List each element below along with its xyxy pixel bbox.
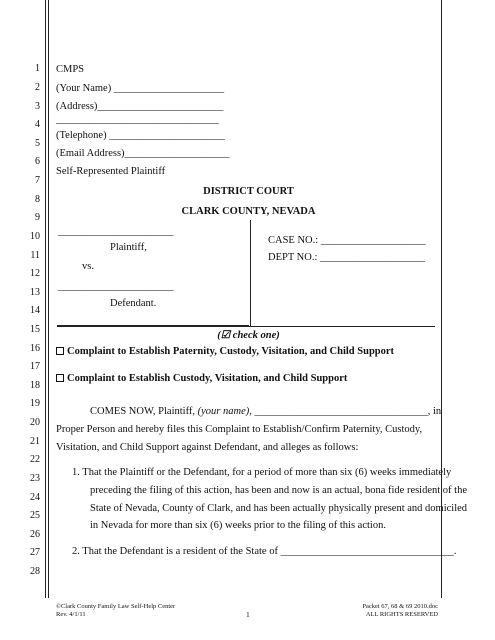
body-line-3: Visitation, and Child Support against Defendant, and alleges as follows: xyxy=(56,442,359,453)
left-margin-rule xyxy=(45,0,46,598)
left-margin-rule-inner xyxy=(48,0,49,598)
court-name: DISTRICT COURT xyxy=(203,186,294,197)
line-number: 1 xyxy=(35,63,40,74)
line-number: 12 xyxy=(30,268,40,279)
line-number: 6 xyxy=(35,156,40,167)
plaintiff-label: Plaintiff, xyxy=(110,242,147,253)
your-name-field[interactable]: (Your Name) _____________________ xyxy=(56,83,225,94)
check-one-instruction: (☑ check one) xyxy=(217,330,280,341)
address-line-2-field[interactable]: _______________________________ xyxy=(56,114,219,125)
telephone-field[interactable]: (Telephone) ______________________ xyxy=(56,130,225,141)
line-number: 24 xyxy=(30,492,40,503)
line-number: 17 xyxy=(30,361,40,372)
line-number: 11 xyxy=(30,250,40,261)
line-number: 21 xyxy=(30,436,40,447)
self-represented-label: Self-Represented Plaintiff xyxy=(56,166,166,177)
line-number: 4 xyxy=(35,119,40,130)
option-custody[interactable] xyxy=(56,373,347,385)
line-number: 15 xyxy=(30,324,40,335)
line-number: 20 xyxy=(30,417,40,428)
line-number: 14 xyxy=(30,305,40,316)
option-paternity[interactable] xyxy=(56,346,394,358)
footer-revision: Rev. 4/1/11 xyxy=(56,611,86,618)
line-number: 2 xyxy=(35,82,40,93)
comes-now-text: COMES NOW, Plaintiff, xyxy=(90,406,198,417)
line-number: 5 xyxy=(35,138,40,149)
line-number: 3 xyxy=(35,101,40,112)
caption-divider xyxy=(250,220,251,326)
dept-number-field[interactable]: DEPT NO.: ____________________ xyxy=(268,252,426,263)
line-number: 23 xyxy=(30,473,40,484)
footer-copyright: ©Clark County Family Law Self-Help Center xyxy=(56,603,176,610)
line-number: 26 xyxy=(30,529,40,540)
checkbox-icon[interactable] xyxy=(56,374,64,382)
line-number: 28 xyxy=(30,566,40,577)
line-number: 10 xyxy=(30,231,40,242)
line-number: 9 xyxy=(35,212,40,223)
address-field[interactable]: (Address)________________________ xyxy=(56,101,224,112)
line-number: 7 xyxy=(35,175,40,186)
option-label: Complaint to Establish Custody, Visitation, and Child Support xyxy=(67,373,348,384)
footer-packet: Packet 67, 68 & 69 2010.doc xyxy=(362,603,438,610)
body-line-2: Proper Person and hereby files this Complaint to Establish/Confirm Paternity, Custody, xyxy=(56,424,423,435)
checkbox-icon[interactable] xyxy=(56,347,64,355)
paragraph-1-line-3: State of Nevada, County of Clark, and has been actually physically present and domiciled xyxy=(90,503,468,514)
paragraph-1-line-1: 1. That the Plaintiff or the Defendant, for a period of more than six (6) weeks immediately xyxy=(72,467,452,478)
plaintiff-name-line[interactable]: ______________________ xyxy=(58,226,174,237)
defendant-name-line[interactable]: ______________________ xyxy=(58,281,174,292)
line-number: 19 xyxy=(30,398,40,409)
form-code: CMPS xyxy=(56,64,85,75)
line-number: 8 xyxy=(35,194,40,205)
line-number: 22 xyxy=(30,454,40,465)
line-number: 25 xyxy=(30,510,40,521)
email-field[interactable]: (Email Address)____________________ xyxy=(56,148,230,159)
line-number: 27 xyxy=(30,547,40,558)
option-label: Complaint to Establish Paternity, Custody, Visitation, and Child Support xyxy=(67,346,395,357)
options-top-rule xyxy=(57,326,435,327)
page-number: 1 xyxy=(246,610,250,619)
line-number: 13 xyxy=(30,287,40,298)
paragraph-1-line-2: preceding the filing of this action, has been and now is an actual, bona fide resident of the xyxy=(90,485,468,496)
paragraph-1-line-4: in Nevada for more than six (6) weeks prior to the filing of this action. xyxy=(90,520,386,531)
paragraph-2[interactable]: 2. That the Defendant is a resident of the State of _________________________________. xyxy=(72,546,457,557)
line-number: 16 xyxy=(30,343,40,354)
versus-label: vs. xyxy=(82,261,94,272)
comes-now-blank[interactable]: , _________________________________, in xyxy=(249,406,442,417)
your-name-hint: (your name) xyxy=(197,406,250,417)
defendant-label: Defendant. xyxy=(110,298,157,309)
footer-rights: ALL RIGHTS RESERVED xyxy=(365,611,438,618)
comes-now-line xyxy=(90,406,441,418)
line-number: 18 xyxy=(30,380,40,391)
case-number-field[interactable]: CASE NO.: ____________________ xyxy=(268,235,426,246)
court-county: CLARK COUNTY, NEVADA xyxy=(181,206,316,217)
